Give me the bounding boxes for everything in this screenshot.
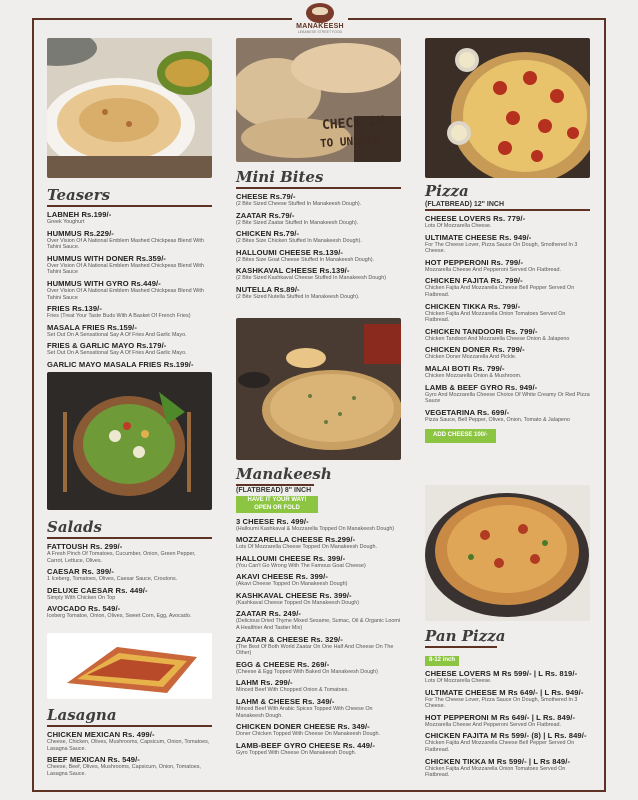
item-name: MASALA FRIES Rs.159/- [47, 322, 138, 332]
item-name: FRIES & GARLIC MAYO Rs.179/- [47, 341, 167, 351]
item-description: 1 Iceberg, Tomatoes, Olives, Caesar Sauce, Croutons. [47, 576, 178, 583]
menu-item [47, 341, 212, 357]
item-name: LAMB & BEEF GYRO Rs. 949/- [425, 382, 538, 392]
chef-mascot-icon [306, 3, 334, 23]
menu-item [47, 730, 212, 752]
menu-item [47, 210, 212, 226]
item-description: Chicken Fajita And Mozzarella Cheese Bell Pepper Served On Flatbread. [425, 740, 575, 753]
menu-item [236, 517, 401, 533]
menu-item [425, 669, 590, 685]
item-name: CHICKEN FAJITA Rs. 799/- [425, 276, 523, 286]
menu-item [47, 254, 212, 276]
item-name: CHICKEN DONER Rs. 799/- [425, 345, 525, 355]
to-unlock-label: TO UNLOCK [319, 132, 380, 151]
section-title: Pan Pizza [425, 627, 506, 645]
hummus-photo [47, 38, 212, 178]
menu-item [236, 285, 401, 301]
item-name: CHEESE LOVERS Rs. 779/- [425, 214, 526, 223]
item-description: (2 Bite Sized Nutella Stuffed In Manakeesh Dough). [236, 293, 360, 300]
item-name: LAHM & CHEESE Rs. 349/- [236, 697, 335, 707]
item-name: CHEESE Rs.79/- [236, 192, 296, 201]
item-name: ULTIMATE CHEESE M Rs 649/- | L Rs. 949/- [425, 687, 584, 697]
pan-pizza-section [425, 627, 590, 779]
section-title: Salads [47, 518, 102, 536]
item-description: Lots Of Mozzarella Cheese. [425, 678, 492, 684]
section-divider [425, 646, 497, 648]
item-name: GARLIC MAYO MASALA FRIES Rs.199/- [47, 359, 194, 369]
menu-item [425, 383, 590, 405]
item-description: Chicken Doner Mozzarella And Pickle. [425, 354, 517, 361]
item-name: MOZZARELLA CHEESE Rs.299/- [236, 535, 356, 545]
item-name: FRIES Rs.139/- [47, 304, 102, 314]
menu-item [236, 697, 401, 719]
section-divider [236, 187, 401, 189]
menu-item [425, 327, 590, 343]
section-subtitle: (FLATBREAD) 12" INCH [425, 201, 505, 208]
menu-item [425, 345, 590, 361]
menu-item [236, 678, 401, 694]
section-title: Lasagna [47, 706, 117, 724]
item-name: CHICKEN TIKKA Rs. 799/- [425, 301, 521, 311]
item-description: Gyro Topped With Cheese On Manakeesh Dough. [236, 749, 357, 756]
item-name: CHICKEN TANDOORI Rs. 799/- [425, 326, 538, 336]
manakeesh-photo [236, 318, 401, 460]
item-name: CHICKEN FAJITA M Rs 599/- (8) | L Rs. 849/- [425, 731, 587, 741]
item-name: LABNEH Rs.199/- [47, 210, 112, 219]
menu-item [425, 214, 590, 230]
item-name: LAMB-BEEF GYRO CHEESE Rs. 449/- [236, 740, 375, 750]
item-name: NUTELLA Rs.89/- [236, 284, 300, 294]
item-name: CHICKEN MEXICAN Rs. 499/- [47, 730, 155, 739]
salads-section [47, 518, 212, 620]
item-name: KASHKAVAL CHEESE Rs.139/- [236, 266, 350, 276]
item-description: For The Cheese Lover, Pizza Sauce On Dough, Smothered In 3 Cheese. [425, 696, 578, 710]
item-name: HOT PEPPERONI M Rs 649/- | L Rs. 849/- [425, 712, 576, 722]
item-description: Cheese, Beef, Olives, Mushrooms, Capsicum, Onion, Tomatoes, Lasagna Sauce. [47, 764, 201, 777]
menu-item [236, 635, 401, 657]
lasagna-section [47, 706, 212, 777]
item-description: (Halloumi Kashkaval & Mozzarella Topped On Manakeesh Dough) [236, 525, 395, 532]
item-description: Iceberg Tomatoe, Onion, Olives, Sweet Corn, Egg, Avocado. [47, 613, 192, 620]
item-description: (2 Bite Sized Cheese Stuffed In Manakeesh Dough). [236, 201, 362, 207]
menu-item [47, 567, 212, 583]
manakeesh-section [236, 465, 401, 756]
menu-item [236, 192, 401, 208]
menu-item [236, 535, 401, 551]
item-name: ZAATAR & CHEESE Rs. 329/- [236, 634, 343, 644]
section-title: Teasers [47, 186, 111, 204]
item-name: EGG & CHEESE Rs. 269/- [236, 659, 330, 669]
menu-item [425, 688, 590, 710]
teasers-section [47, 186, 212, 369]
item-name: HUMMUS Rs.229/- [47, 228, 114, 238]
menu-list [47, 210, 212, 369]
brand-tagline: LEBANESE STREET FOOD [297, 30, 343, 34]
item-description: Lots Of Mozzarella Cheese Topped On Manakeesh Dough. [236, 544, 378, 551]
item-description: Minced Beef With Arabic Spices Topped With Cheese On Manakeesh Dough. [236, 706, 373, 719]
menu-item [425, 713, 590, 729]
size-badge: 8-12 inch [425, 656, 459, 666]
item-name: HALLOUMI CHEESE Rs. 399/- [236, 553, 346, 563]
item-name: ZAATAR Rs.79/- [236, 210, 295, 220]
item-name: CHICKEN Rs.79/- [236, 229, 300, 239]
pizza-photo [425, 38, 590, 178]
brand-logo [292, 2, 348, 38]
mini-bites-section [236, 168, 401, 301]
item-description: A Fresh Pinch Of Tomatoes, Cucumber, Onion, Green Pepper, Carrot, Lettuce, Olives. [47, 551, 196, 564]
menu-item [236, 266, 401, 282]
item-description: (Cheese & Egg Topped With Baked On Manakeesh Dough) [236, 668, 378, 675]
item-description: Chicken Fajita And Mozzarella Cheese Bell Pepper Served On Flatbread. [425, 285, 575, 298]
item-name: MALAI BOTI Rs. 799/- [425, 363, 505, 373]
menu-item [236, 741, 401, 757]
menu-item [425, 302, 590, 324]
item-name: HOT PEPPERONI Rs. 799/- [425, 257, 524, 267]
item-description: (Akavi Cheese Topped On Manakeesh Dough) [236, 581, 348, 588]
item-name: ULTIMATE CHEESE Rs. 949/- [425, 232, 532, 242]
item-description: Doner Chicken Topped With Cheese On Manakeesh Dough. [236, 731, 381, 738]
menu-item [47, 323, 212, 339]
pan-pizza-photo [425, 485, 590, 621]
open-or-fold-badge: HAVE IT YOUR WAY! OPEN OR FOLD [236, 496, 318, 513]
item-description: Fries (Treat Your Taste Buds With A Basket Of French Fries) [47, 313, 191, 320]
menu-item [425, 276, 590, 298]
menu-item [425, 364, 590, 380]
brand-name: MANAKEESH [296, 23, 344, 30]
section-divider [47, 205, 212, 207]
item-name: CAESAR Rs. 399/- [47, 567, 115, 577]
mini-bites-photo [236, 38, 401, 162]
menu-item [47, 360, 212, 369]
menu-item [236, 229, 401, 245]
menu-item [425, 757, 590, 779]
section-divider [236, 484, 314, 486]
salad-photo [47, 372, 212, 510]
item-description: (2 Bite Sized Zaatar Stuffed In Manakeesh Dough). [236, 219, 359, 226]
item-name: KASHKAVAL CHEESE Rs. 399/- [236, 590, 352, 600]
item-description: Lots Of Mozzarella Cheese. [425, 223, 492, 229]
item-description: (Kashkaval Cheese Topped On Manakeesh Dough) [236, 599, 360, 606]
item-description: Greek Youghurt [47, 219, 85, 225]
item-name: VEGETARINA Rs. 699/- [425, 407, 510, 417]
item-description: Set Out On A Sensational Say A Of Fries And Garlic Mayo. [47, 350, 187, 357]
check-in-label: CHECK-IN [321, 113, 386, 134]
item-name: CHEESE LOVERS M Rs 599/- | L Rs. 819/- [425, 669, 578, 678]
item-description: Chicken Mozzarella Onion & Mushroom. [425, 372, 522, 379]
section-divider [425, 209, 590, 211]
item-name: CHICKEN DONER CHEESE Rs. 349/- [236, 722, 370, 732]
pizza-section [425, 182, 590, 443]
item-name: FATTOUSH Rs. 299/- [47, 542, 123, 551]
item-name: HUMMUS WITH DONER Rs.359/- [47, 253, 167, 263]
item-name: DELUXE CAESAR Rs. 449/- [47, 585, 148, 595]
menu-item [236, 554, 401, 570]
item-name: HUMMUS WITH GYRO Rs.449/- [47, 278, 161, 288]
item-description: (2 Bites Size Goat Cheese Stuffed In Manakeesh Dough). [236, 256, 375, 263]
item-description: Chicken Tandoori And Mozzarella Cheese Onion & Jalapeno [425, 335, 570, 342]
menu-item [425, 731, 590, 753]
menu-item [47, 755, 212, 777]
item-description: (You Can't Go Wrong With The Famous Goat Cheese) [236, 562, 366, 569]
item-description: Mozzarella Cheese And Pepperoni Served On Flatbread. [425, 266, 562, 273]
item-name: 3 CHEESE Rs. 499/- [236, 516, 309, 526]
section-divider [47, 537, 212, 539]
item-description: Cheese, Chicken, Olives, Mushrooms, Capsicum, Onion, Tomatoes, Lasagna Sauce. [47, 739, 210, 752]
menu-item [425, 258, 590, 274]
menu-item [425, 408, 590, 424]
menu-item [236, 248, 401, 264]
menu-item [47, 279, 212, 301]
item-description: Minced Beef With Chopped Onion & Tomatoes. [236, 687, 349, 694]
item-name: AKAVI CHEESE Rs. 399/- [236, 572, 328, 582]
section-title: Mini Bites [236, 168, 324, 186]
item-description: Chicken Fajita And Mozzarella Onion Tomatoes Served On Flatbread. [425, 765, 566, 779]
section-title: Manakeesh [236, 465, 332, 483]
section-divider [47, 725, 212, 727]
item-description: Set Out On A Sensational Say A Of Fries And Garlic Mayo. [47, 331, 187, 338]
item-description: Gyro And Mozzarella Cheese Choice Of White Creamy Or Red Pizza Sauce [425, 391, 590, 405]
item-description: Over Vision Of A National Emblem Mashed Chickpeas Blend With Tahini Sauce. [47, 237, 204, 251]
lasagna-photo [47, 633, 212, 699]
item-description: Over Vision Of A National Emblem Mashed Chickpeas Blend With Tahini Sauce [47, 262, 204, 276]
menu-item [236, 591, 401, 607]
item-description: Mozzarella Cheese And Pepperoni Served On Flatbread. [425, 721, 562, 728]
section-title: Pizza [425, 182, 469, 200]
menu-item [47, 229, 212, 251]
menu-item [236, 722, 401, 738]
menu-item [236, 211, 401, 227]
item-description: (The Best Of Both World Zaatar On One Half And Cheese On The Other) [236, 643, 394, 657]
item-name: HALLOUMI CHEESE Rs.139/- [236, 247, 344, 257]
item-name: ZAATAR Rs. 249/- [236, 609, 302, 619]
item-description: Pizza Sauce, Bell Pepper, Olives, Onion, Tomato & Jalapeno [425, 416, 570, 423]
section-subtitle: (FLATBREAD) 8" INCH [236, 487, 312, 494]
menu-item [47, 304, 212, 320]
item-description: (2 Bite Sized Kashkaval Cheese Stuffed In Manakeesh Dough) [236, 275, 387, 282]
item-description: Over Vision Of A National Emblem Mashed Chickpeas Blend With Tahini Sauce [47, 287, 204, 301]
item-description: (2 Bites Size Chicken Stuffed In Manakeesh Dough). [236, 238, 362, 245]
item-name: CHICKEN TIKKA M Rs 599/- | L Rs 849/- [425, 756, 571, 766]
menu-item [47, 604, 212, 620]
item-name: AVOCADO Rs. 549/- [47, 604, 121, 614]
menu-item [47, 542, 212, 564]
item-description: Simply With Chicken On Top [47, 594, 116, 601]
menu-item [236, 660, 401, 676]
menu-item [47, 586, 212, 602]
item-description: For The Cheese Lover, Pizza Sauce On Dough, Smothered In 3 Cheese. [425, 241, 578, 255]
item-description: (Delicious Dried Thyme Mixed Sesame, Sumac, Oil & Organic Loomi A Healthier And Tastier Mix) [236, 618, 401, 632]
menu-item [236, 609, 401, 631]
menu-item [425, 233, 590, 255]
item-name: BEEF MEXICAN Rs. 549/- [47, 755, 140, 765]
add-cheese-badge: ADD CHEESE 100/- [425, 429, 496, 443]
item-name: LAHM Rs. 299/- [236, 678, 293, 688]
menu-item [236, 572, 401, 588]
item-description: Chicken Fajita And Mozzarella Onion Tomatoes Served On Flatbread. [425, 310, 566, 324]
